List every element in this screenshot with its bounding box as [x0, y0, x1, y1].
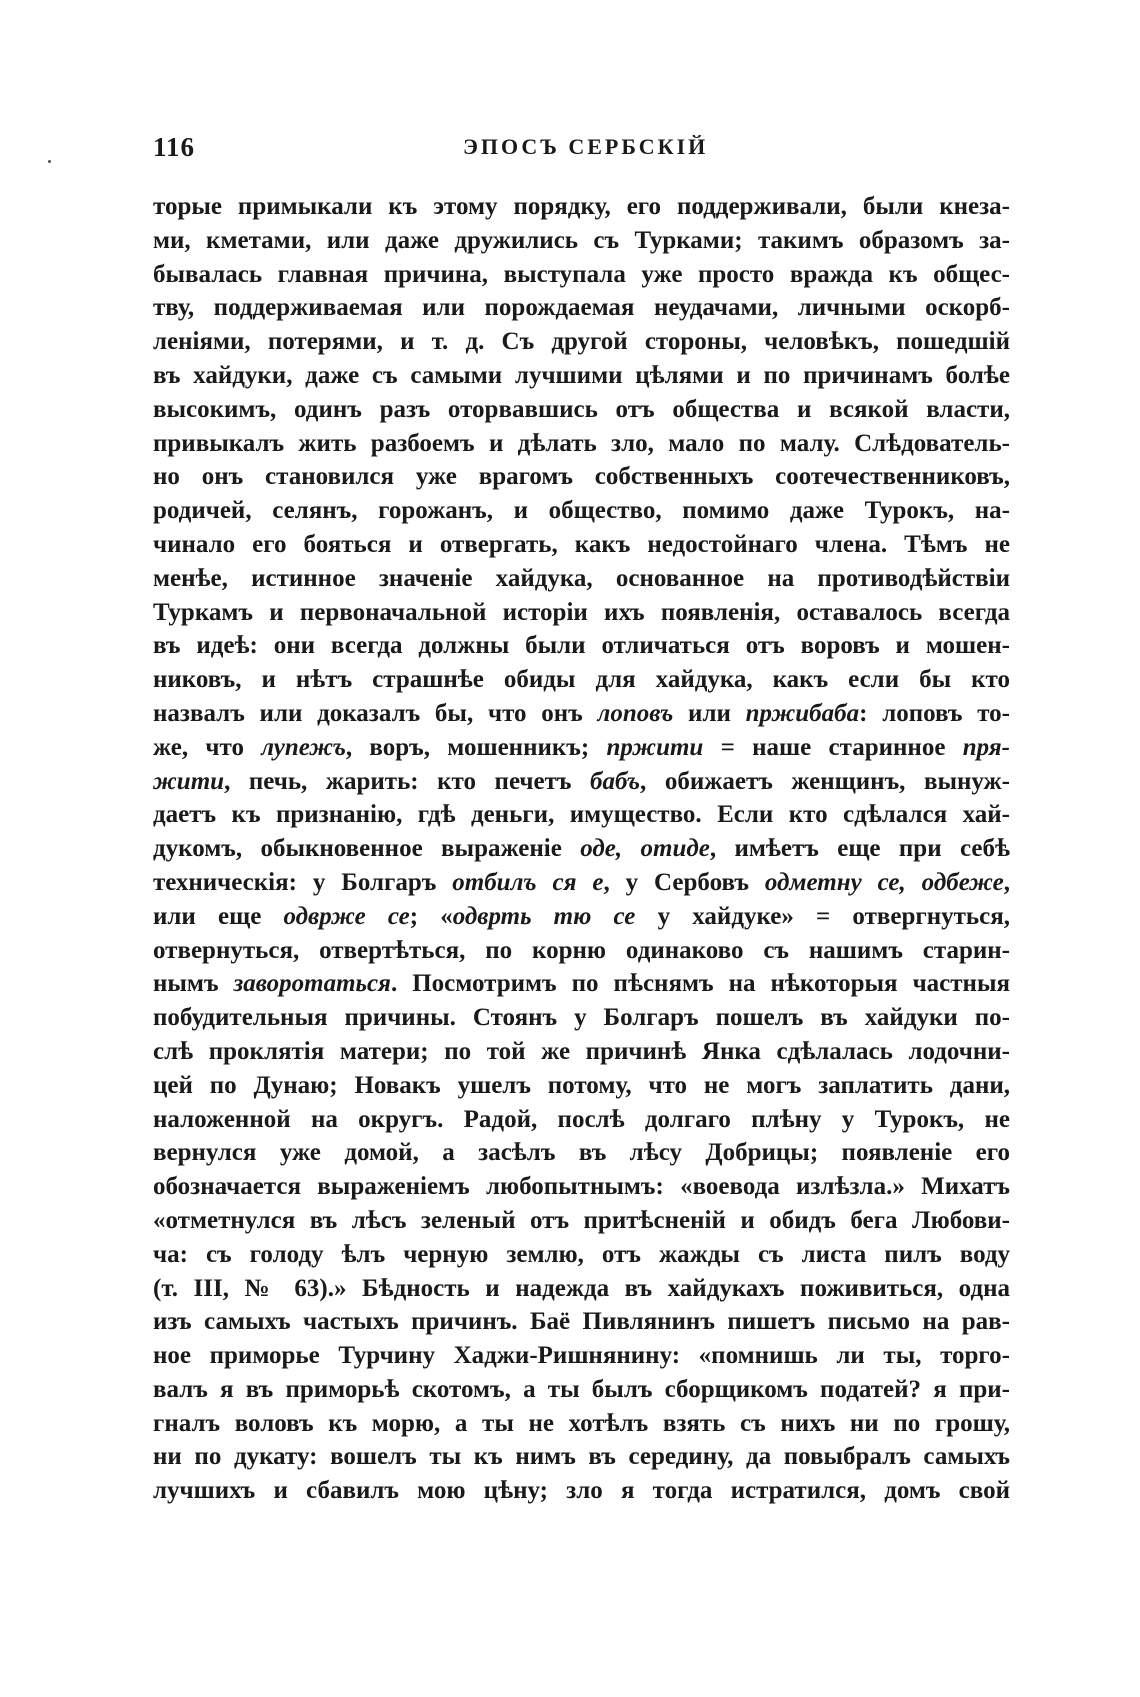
text-segment: . Посмотримъ по пѣснямъ на нѣкоторыя частныя	[390, 970, 1010, 998]
text-segment: ,	[1003, 868, 1010, 896]
text-segment: ми, кметами, или даже дружились съ Турками; такимъ образомъ за-	[153, 226, 1010, 254]
text-line	[153, 1001, 1010, 1035]
text-line	[153, 494, 1010, 528]
text-segment: менѣе, истинное значеніе хайдука, основанное на противодѣйствіи	[153, 564, 1010, 592]
text-line	[153, 765, 1010, 799]
text-segment: ни по дукату: вошелъ ты къ нимъ въ середину, да повыбралъ самыхъ	[153, 1443, 1010, 1471]
text-line	[153, 596, 1010, 630]
text-line	[153, 1035, 1010, 1069]
text-line	[153, 1136, 1010, 1170]
italic-term: одврже се	[283, 902, 410, 930]
italic-term: пржити	[606, 733, 704, 761]
text-segment: назвалъ или доказалъ бы, что онъ	[153, 699, 598, 727]
text-segment: дукомъ, обыкновенное выраженіе	[153, 835, 581, 863]
text-segment: въ идеѣ: они всегда должны были отличаться отъ воровъ и мошен-	[153, 632, 1010, 660]
text-segment: (т. III, № 63).» Бѣдность и надежда въ хайдукахъ поживиться, одна	[153, 1274, 1010, 1302]
text-segment: чинало его бояться и отвергать, какъ недостойнаго члена. Тѣмъ не	[153, 530, 1010, 558]
italic-term: пря-	[962, 733, 1010, 761]
text-segment: ; «	[409, 902, 453, 930]
text-line	[153, 190, 1010, 224]
text-line	[153, 1204, 1010, 1238]
text-segment: привыкалъ жить разбоемъ и дѣлать зло, мало по малу. Слѣдователь-	[153, 429, 1010, 457]
text-segment: побудительныя причины. Стоянъ у Болгаръ пошелъ въ хайдуки по-	[153, 1004, 1010, 1032]
text-segment: , воръ, мошенникъ;	[345, 733, 607, 761]
italic-term: заворотаться	[233, 970, 391, 998]
italic-term: пржибаба	[745, 699, 860, 727]
text-line	[153, 832, 1010, 866]
text-segment: никовъ, и нѣтъ страшнѣе обиды для хайдука, какъ если бы кто	[153, 666, 1010, 694]
italic-term: лоповъ	[597, 699, 674, 727]
text-line	[153, 393, 1010, 427]
italic-term: отбилъ ся е	[452, 868, 604, 896]
italic-term: бабъ	[590, 767, 641, 795]
text-segment: , имѣетъ еще при себѣ	[709, 835, 1010, 863]
italic-term: жити	[153, 767, 225, 795]
text-line	[153, 562, 1010, 596]
text-segment: даетъ къ признанію, гдѣ деньги, имущество. Если кто сдѣлался хай-	[153, 801, 1010, 829]
text-segment: тву, поддерживаемая или порождаемая неудачами, личными оскорб-	[153, 294, 1010, 322]
text-line	[153, 258, 1010, 292]
text-line	[153, 1272, 1010, 1306]
italic-term: лупежъ	[261, 733, 346, 761]
text-segment: техническія: у Болгаръ	[153, 868, 453, 896]
text-line	[153, 663, 1010, 697]
text-segment: торые примыкали къ этому порядку, его поддерживали, были кнеза-	[153, 193, 1010, 220]
text-segment: отвернуться, отвертѣться, по корню одинаково съ нашимъ старин-	[153, 936, 1010, 964]
text-segment: обозначается выраженіемъ любопытнымъ: «воевода излѣзла.» Михатъ	[153, 1173, 1010, 1201]
text-line	[153, 697, 1010, 731]
text-line	[153, 629, 1010, 663]
running-title: ЭПОСЪ СЕРБСКІЙ	[463, 134, 709, 159]
text-line	[153, 731, 1010, 765]
text-line	[153, 224, 1010, 258]
text-segment: вернулся уже домой, а засѣлъ въ лѣсу Добрицы; появленіе его	[153, 1139, 1010, 1167]
text-line	[153, 1474, 1010, 1508]
text-segment: у хайдуке» = отвергнуться,	[635, 902, 1011, 930]
text-line	[153, 291, 1010, 325]
text-segment: леніями, потерями, и т. д. Съ другой стороны, человѣкъ, пошедшій	[153, 328, 1010, 356]
text-line	[153, 1103, 1010, 1137]
text-line	[153, 1440, 1010, 1474]
italic-term: одметну се, одбеже	[764, 868, 1004, 896]
text-line	[153, 1170, 1010, 1204]
text-segment: Туркамъ и первоначальной исторіи ихъ появленія, оставалось всегда	[153, 598, 1010, 626]
page-header	[153, 132, 1010, 166]
text-segment: нымъ	[153, 970, 234, 998]
text-segment: = наше старинное	[703, 733, 963, 761]
text-line	[153, 934, 1010, 968]
text-line	[153, 359, 1010, 393]
text-line	[153, 1339, 1010, 1373]
text-segment: , печь, жарить: кто печетъ	[224, 767, 591, 795]
text-line	[153, 325, 1010, 359]
text-segment: , у Сербовъ	[603, 868, 765, 896]
text-line	[153, 1407, 1010, 1441]
text-segment: цей по Дунаю; Новакъ ушелъ потому, что не могъ заплатить дани,	[153, 1071, 1010, 1099]
text-line	[153, 1305, 1010, 1339]
text-segment: но онъ становился уже врагомъ собственныхъ соотечественниковъ,	[153, 463, 1010, 491]
text-segment: слѣ проклятія матери; по той же причинѣ Янка сдѣлалась лодочни-	[153, 1037, 1010, 1065]
text-segment: ное приморье Турчину Хаджи-Ришнянину: «помнишь ли ты, торго-	[153, 1342, 1010, 1370]
text-segment: , обижаетъ женщинъ, вынуж-	[640, 767, 1010, 795]
text-segment: ча: съ голоду ѣлъ черную землю, отъ жажды съ листа пилъ воду	[153, 1240, 1010, 1268]
scan-speck	[48, 160, 51, 163]
body-text	[153, 190, 1010, 1508]
text-line	[153, 1069, 1010, 1103]
text-segment: «отметнулся въ лѣсъ зеленый отъ притѣсненій и обидъ бега Любови-	[153, 1206, 1010, 1234]
text-segment: бывалась главная причина, выступала уже просто вражда къ общес-	[153, 260, 1010, 288]
text-line	[153, 798, 1010, 832]
text-segment: или	[673, 699, 746, 727]
text-segment: высокимъ, одинъ разъ оторвавшись отъ общества и всякой власти,	[153, 395, 1010, 423]
text-segment: наложенной на округъ. Радой, послѣ долгаго плѣну у Турокъ, не	[153, 1105, 1010, 1133]
text-segment: въ хайдуки, даже съ самыми лучшими цѣлями и по причинамъ болѣе	[153, 361, 1010, 389]
text-line	[153, 866, 1010, 900]
text-segment: : лоповъ то-	[859, 699, 1010, 727]
text-line	[153, 1373, 1010, 1407]
text-segment: гналъ воловъ къ морю, а ты не хотѣлъ взять съ нихъ ни по грошу,	[153, 1409, 1010, 1437]
text-line	[153, 460, 1010, 494]
text-segment: валъ я въ приморьѣ скотомъ, а ты былъ сборщикомъ податей? я при-	[153, 1375, 1010, 1403]
text-line	[153, 967, 1010, 1001]
text-segment: изъ самыхъ частыхъ причинъ. Баё Пивлянинъ пишетъ письмо на рав-	[153, 1308, 1010, 1336]
text-line	[153, 900, 1010, 934]
italic-term: одврть тю се	[452, 902, 636, 930]
page-number: 116	[153, 132, 196, 162]
text-line	[153, 427, 1010, 461]
italic-term: оде, отиде	[580, 835, 710, 863]
text-line	[153, 1238, 1010, 1272]
text-segment: же, что	[153, 733, 262, 761]
text-segment: лучшихъ и сбавилъ мою цѣну; зло я тогда истратился, домъ свой	[153, 1477, 1010, 1505]
text-segment: или еще	[153, 902, 284, 930]
text-segment: родичей, селянъ, горожанъ, и общество, помимо даже Турокъ, на-	[153, 497, 1010, 525]
text-line	[153, 528, 1010, 562]
